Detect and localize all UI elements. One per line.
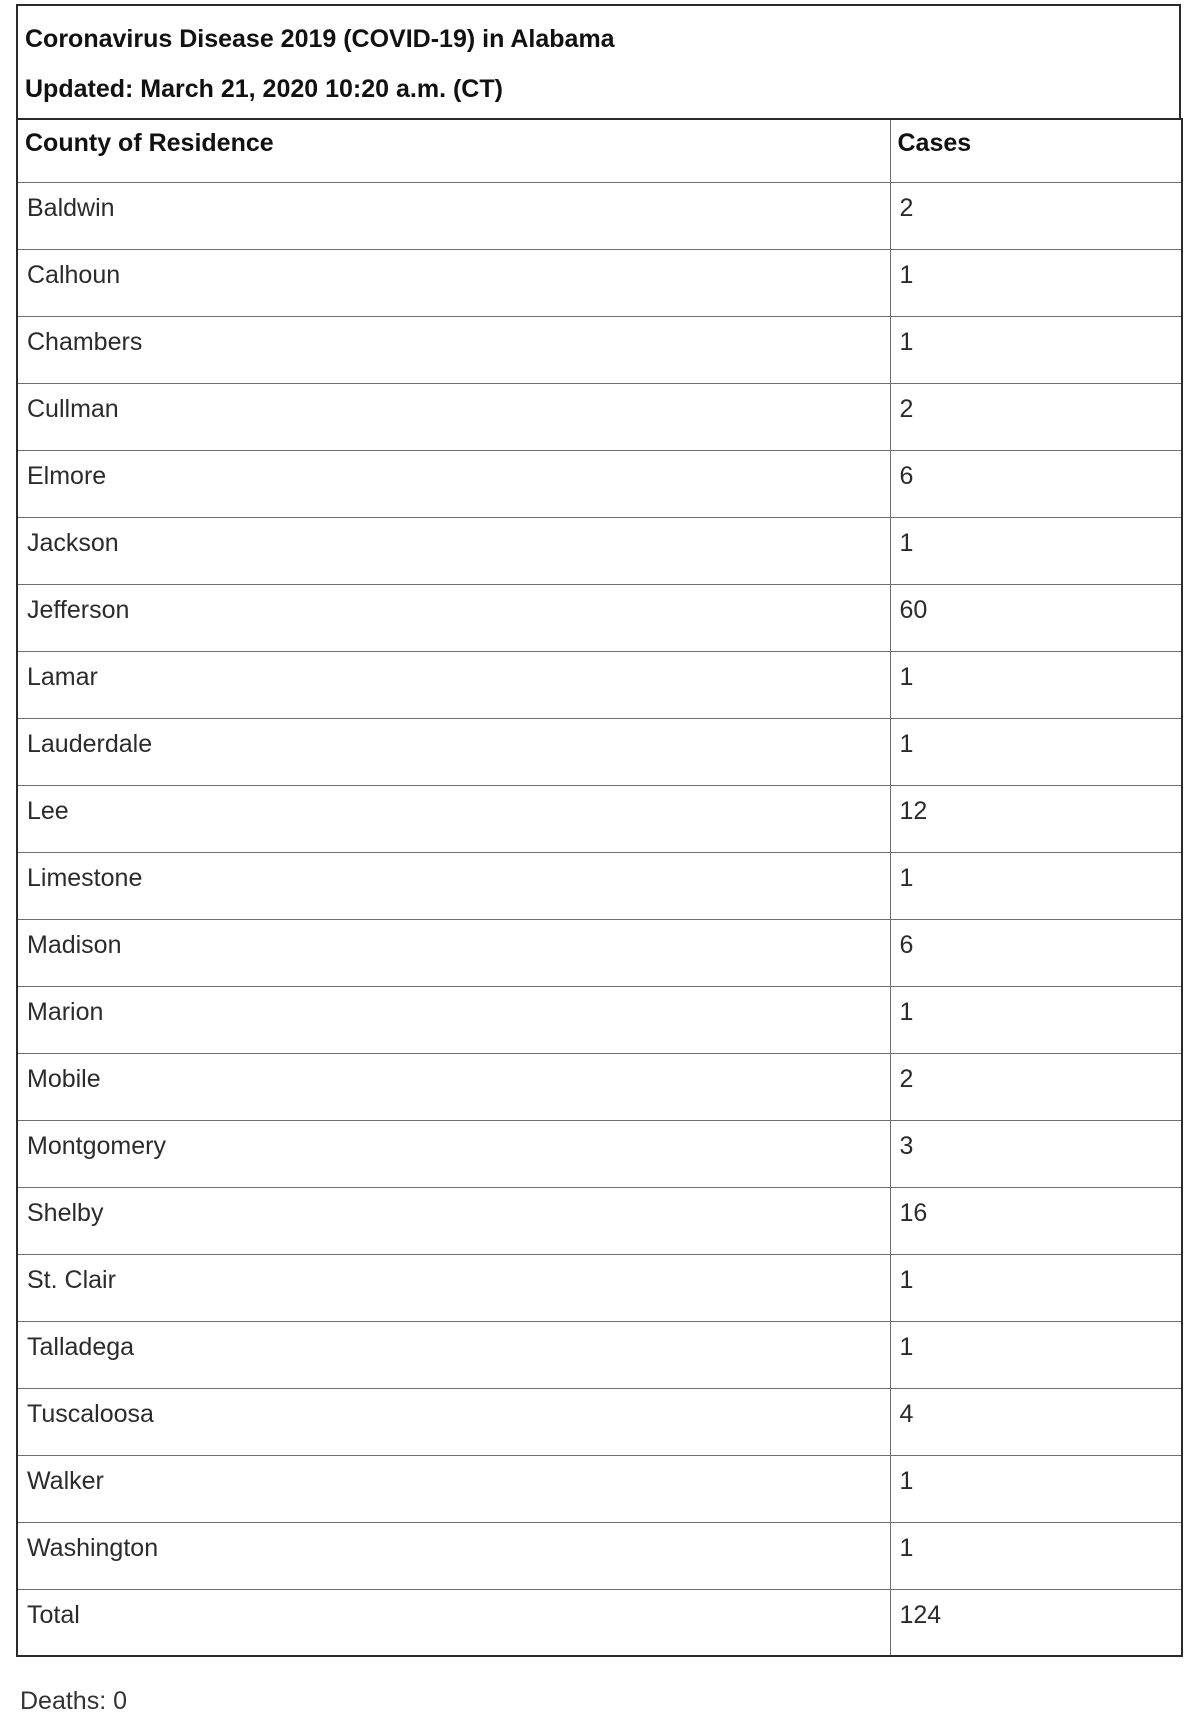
county-name-cell: Mobile: [17, 1053, 890, 1120]
table-row: [17, 1522, 1182, 1589]
cases-count-cell: 124: [890, 1589, 1182, 1656]
table-row: [17, 383, 1182, 450]
county-name-cell: Cullman: [17, 383, 890, 450]
cases-count-cell: 60: [890, 584, 1182, 651]
cases-count-cell: 1: [890, 651, 1182, 718]
county-name-cell: Washington: [17, 1522, 890, 1589]
cases-count-cell: 1: [890, 718, 1182, 785]
table-row: [17, 1053, 1182, 1120]
county-name-cell: Marion: [17, 986, 890, 1053]
county-name-cell: Elmore: [17, 450, 890, 517]
county-cases-table: [16, 118, 1183, 1657]
table-row: [17, 517, 1182, 584]
table-row: [17, 1321, 1182, 1388]
cases-count-cell: 1: [890, 1522, 1182, 1589]
cases-count-cell: 1: [890, 1455, 1182, 1522]
report-caption: [16, 4, 1181, 118]
table-row: [17, 852, 1182, 919]
table-row: [17, 1120, 1182, 1187]
county-name-cell: Lauderdale: [17, 718, 890, 785]
table-row: [17, 182, 1182, 249]
table-row: [17, 584, 1182, 651]
county-name-cell: Shelby: [17, 1187, 890, 1254]
report-updated-timestamp: Updated: March 21, 2020 10:20 a.m. (CT): [25, 75, 503, 103]
table-header-row: [17, 119, 1182, 182]
covid-report: [16, 4, 1181, 1657]
cases-count-cell: 1: [890, 986, 1182, 1053]
table-row: [17, 986, 1182, 1053]
county-name-cell: Talladega: [17, 1321, 890, 1388]
table-row: [17, 450, 1182, 517]
table-row: [17, 1455, 1182, 1522]
deaths-value: 0: [113, 1687, 128, 1715]
county-name-cell: St. Clair: [17, 1254, 890, 1321]
cases-count-cell: 6: [890, 919, 1182, 986]
cases-count-cell: 3: [890, 1120, 1182, 1187]
table-row: [17, 316, 1182, 383]
cases-count-cell: 1: [890, 249, 1182, 316]
cases-count-cell: 4: [890, 1388, 1182, 1455]
cases-count-cell: 6: [890, 450, 1182, 517]
report-title: Coronavirus Disease 2019 (COVID-19) in Alabama: [25, 25, 615, 53]
cases-count-cell: 2: [890, 383, 1182, 450]
county-name-cell: Walker: [17, 1455, 890, 1522]
table-row: [17, 651, 1182, 718]
cases-count-cell: 1: [890, 316, 1182, 383]
cases-count-cell: 2: [890, 182, 1182, 249]
county-name-cell: Jefferson: [17, 584, 890, 651]
total-row: [17, 1589, 1182, 1656]
deaths-label: Deaths:: [20, 1687, 107, 1715]
county-name-cell: Baldwin: [17, 182, 890, 249]
column-header-cases: Cases: [890, 119, 1182, 182]
table-row: [17, 249, 1182, 316]
county-name-cell: Montgomery: [17, 1120, 890, 1187]
column-header-county: County of Residence: [17, 119, 890, 182]
cases-count-cell: 1: [890, 1321, 1182, 1388]
table-row: [17, 785, 1182, 852]
county-name-cell: Tuscaloosa: [17, 1388, 890, 1455]
cases-count-cell: 1: [890, 517, 1182, 584]
county-name-cell: Chambers: [17, 316, 890, 383]
table-row: [17, 718, 1182, 785]
table-row: [17, 1254, 1182, 1321]
county-name-cell: Jackson: [17, 517, 890, 584]
table-body: [17, 182, 1182, 1656]
cases-count-cell: 16: [890, 1187, 1182, 1254]
cases-count-cell: 1: [890, 852, 1182, 919]
county-name-cell: Limestone: [17, 852, 890, 919]
table-row: [17, 1187, 1182, 1254]
county-name-cell: Madison: [17, 919, 890, 986]
county-name-cell: Total: [17, 1589, 890, 1656]
deaths-summary: [20, 1687, 127, 1716]
cases-count-cell: 1: [890, 1254, 1182, 1321]
county-name-cell: Lamar: [17, 651, 890, 718]
county-name-cell: Lee: [17, 785, 890, 852]
county-name-cell: Calhoun: [17, 249, 890, 316]
table-row: [17, 919, 1182, 986]
cases-count-cell: 12: [890, 785, 1182, 852]
table-row: [17, 1388, 1182, 1455]
cases-count-cell: 2: [890, 1053, 1182, 1120]
